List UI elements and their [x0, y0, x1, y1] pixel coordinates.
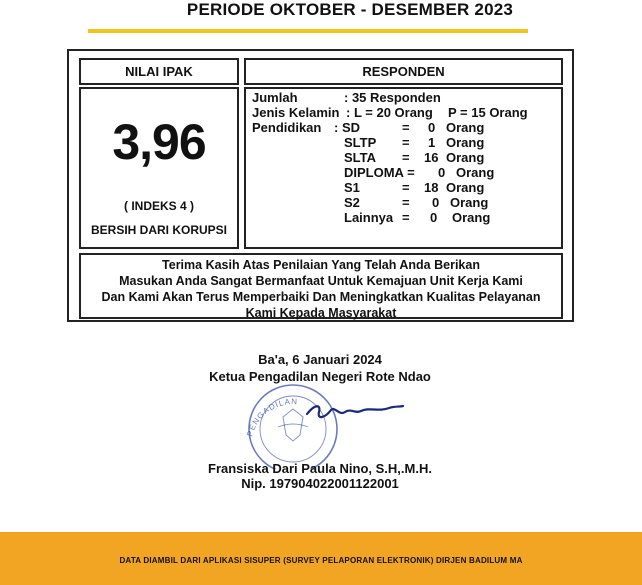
thanks-line: Terima Kasih Atas Penilaian Yang Telah Anda Berikan — [162, 258, 480, 272]
thank-you-message — [79, 253, 563, 319]
pendidikan-eq: = — [402, 120, 410, 135]
footer-text: DATA DIAMBIL DARI APLIKASI SISUPER (SURVEY PELAPORAN ELEKTRONIK) DIRJEN BADILUM MA — [119, 556, 523, 565]
jumlah-row — [252, 90, 561, 105]
nilai-ipak-header: NILAI IPAK — [79, 58, 239, 85]
pendidikan-count: 18 — [424, 180, 439, 195]
pendidikan-eq: = — [402, 210, 410, 225]
pendidikan-level: DIPLOMA = — [344, 165, 415, 180]
svg-text:PENGADILAN — [245, 397, 298, 438]
thanks-line: Masukan Anda Sangat Bermanfaat Untuk Kemajuan Unit Kerja Kami — [119, 274, 523, 288]
pendidikan-unit: Orang — [452, 210, 491, 225]
jenis-kelamin-label: Jenis Kelamin — [252, 105, 340, 120]
pendidikan-level: Lainnya — [344, 210, 394, 225]
pendidikan-eq: = — [402, 180, 410, 195]
pendidikan-unit: Orang — [450, 195, 489, 210]
thanks-line: Kami Kepada Masyarakat — [245, 306, 397, 320]
pendidikan-unit: Orang — [446, 135, 485, 150]
pendidikan-row-6 — [252, 210, 561, 225]
sign-name: Fransiska Dari Paula Nino, S.H,.M.H. — [208, 461, 432, 476]
jenis-kelamin-row — [252, 105, 561, 120]
pendidikan-level: S2 — [344, 195, 360, 210]
pendidikan-unit: Orang — [446, 120, 485, 135]
sign-place-date: Ba'a, 6 Januari 2024 — [258, 352, 382, 367]
pendidikan-count: 0 — [428, 120, 436, 135]
pendidikan-row-2 — [252, 150, 561, 165]
sign-nip: Nip. 197904022001122001 — [241, 476, 399, 491]
jumlah-label: Jumlah — [252, 90, 298, 105]
ipak-result-panel — [67, 49, 574, 322]
signature-scribble — [305, 398, 405, 428]
pendidikan-unit: Orang — [456, 165, 495, 180]
pendidikan-count: 0 — [432, 195, 440, 210]
pendidikan-row-4 — [252, 180, 561, 195]
stamp-text: PENGADILAN — [245, 397, 299, 438]
pendidikan-level: S1 — [344, 180, 360, 195]
pendidikan-count: 0 — [438, 165, 446, 180]
thanks-line: Dan Kami Akan Terus Memperbaiki Dan Meningkatkan Kualitas Pelayanan — [101, 290, 541, 304]
responden-box — [244, 87, 563, 249]
pendidikan-level: SLTP — [344, 135, 377, 150]
pendidikan-label: Pendidikan — [252, 120, 322, 135]
pendidikan-count: 1 — [428, 135, 436, 150]
pendidikan-row-5 — [252, 195, 561, 210]
responden-header: RESPONDEN — [244, 58, 563, 85]
pendidikan-eq: = — [402, 135, 410, 150]
pendidikan-row-3 — [252, 165, 561, 180]
jumlah-value: : 35 Responden — [344, 90, 441, 105]
sign-position: Ketua Pengadilan Negeri Rote Ndao — [209, 369, 431, 384]
pendidikan-level: SLTA — [344, 150, 377, 165]
pendidikan-row-1 — [252, 135, 561, 150]
pendidikan-count: 16 — [424, 150, 439, 165]
pendidikan-row-0 — [252, 120, 561, 135]
period-title: PERIODE OKTOBER - DESEMBER 2023 — [186, 0, 514, 19]
pendidikan-eq: = — [402, 195, 410, 210]
pendidikan-count: 0 — [430, 210, 438, 225]
pendidikan-unit: Orang — [446, 180, 485, 195]
pendidikan-eq: = — [402, 150, 410, 165]
ipak-kategori: BERSIH DARI KORUPSI — [90, 223, 227, 237]
jenis-kelamin-p: P = 15 Orang — [448, 105, 528, 120]
nilai-ipak-box — [79, 87, 239, 249]
pendidikan-unit: Orang — [446, 150, 485, 165]
title-underline — [88, 29, 528, 33]
ipak-score: 3,96 — [112, 114, 206, 170]
jenis-kelamin-l: : L = 20 Orang — [346, 105, 433, 120]
pendidikan-level: : SD — [334, 120, 360, 135]
ipak-indeks: ( INDEKS 4 ) — [123, 199, 194, 213]
